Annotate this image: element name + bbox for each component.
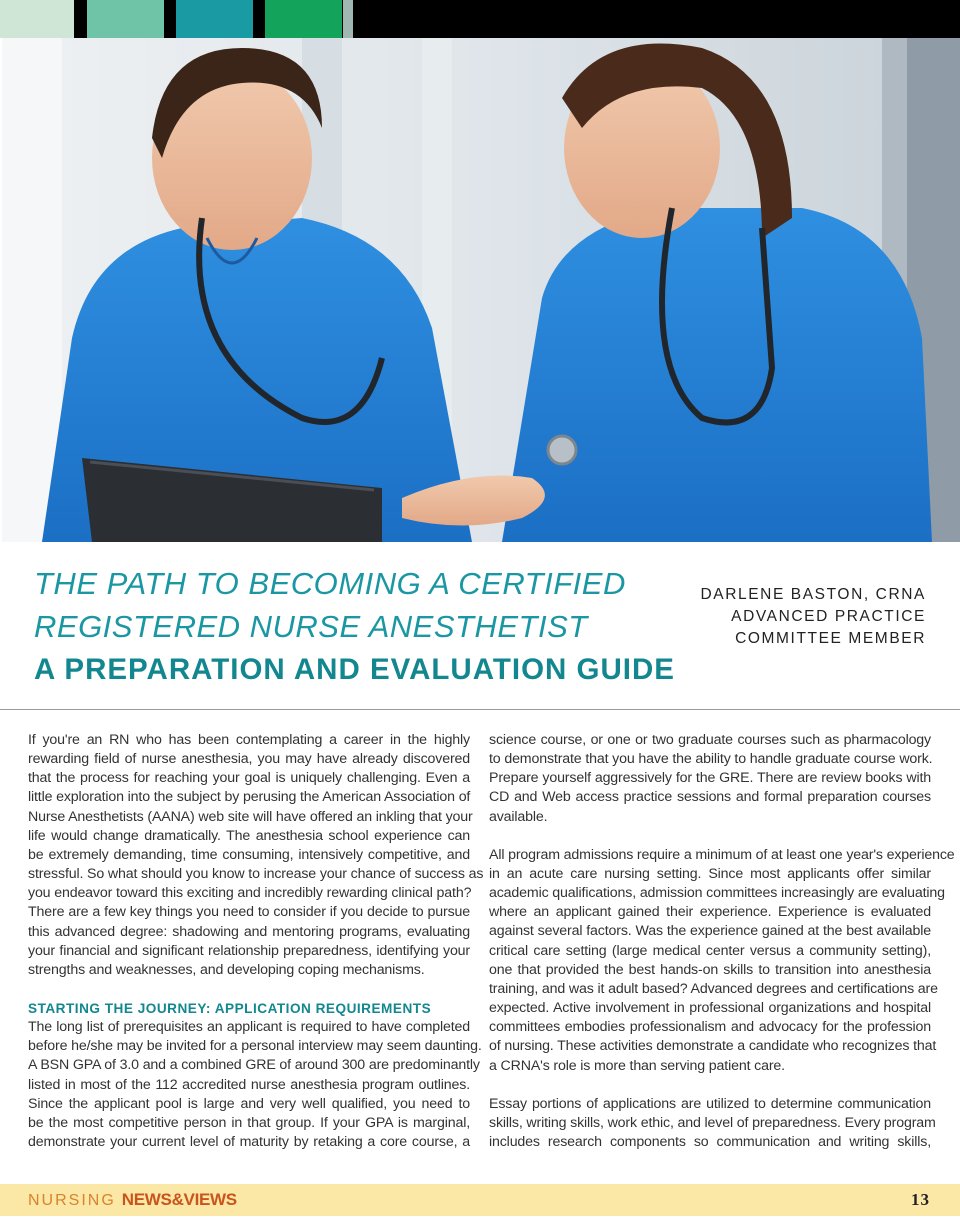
- body-line: listed in most of the 112 accredited nurse anesthesia program outlines.: [28, 1076, 470, 1093]
- body-line: in an acute care nursing setting. Since most applicants offer similar: [489, 865, 931, 882]
- body-line: critical care setting (large medical center versus a community setting),: [489, 942, 931, 959]
- body-line: skills, writing skills, work ethic, and level of preparedness. Every program: [489, 1114, 936, 1131]
- body-line: this advanced degree: shadowing and mentoring programs, evaluating: [28, 923, 470, 940]
- body-line: committees embodies professionalism and advocacy for the profession: [489, 1019, 931, 1036]
- body-line: little exploration into the subject by perusing the American Association of: [28, 789, 471, 806]
- body-line: academic qualifications, admission committees increasingly are evaluating: [489, 885, 945, 902]
- article-title-line: THE PATH TO BECOMING A CERTIFIED: [34, 566, 626, 601]
- body-line: to demonstrate that you have the ability to handle graduate course work.: [489, 751, 933, 768]
- article-subtitle: A PREPARATION AND EVALUATION GUIDE: [34, 653, 675, 686]
- author-byline: [700, 584, 926, 650]
- body-line: before he/she may be invited for a personal interview may seem daunting.: [28, 1038, 482, 1055]
- body-line: Nurse Anesthetists (AANA) web site will have offered an inkling that your: [28, 808, 473, 825]
- body-line: demonstrate your current level of maturity by retaking a core course, a: [28, 1133, 470, 1150]
- body-line: expected. Active involvement in professional organizations and hospital: [489, 1000, 931, 1017]
- logo-text-nursing: NURSING: [28, 1192, 116, 1209]
- article-title-line: REGISTERED NURSE ANESTHETIST: [34, 609, 588, 644]
- page-number: 13: [911, 1190, 930, 1209]
- body-line: If you're an RN who has been contemplating a career in the highly: [28, 732, 470, 748]
- body-line: be the most competitive person in that group. If your GPA is marginal,: [28, 1114, 470, 1131]
- two-nurses-with-tablet-photo-icon: [2, 38, 960, 542]
- body-line: training, and was it adult based? Advanced degrees and certifications are: [489, 980, 938, 997]
- body-line: Prepare yourself aggressively for the GRE. There are review books with: [489, 770, 931, 787]
- body-line: available.: [489, 808, 548, 825]
- body-line: a CRNA's role is more than serving patient care.: [489, 1057, 785, 1074]
- body-line: against several factors. Was the experience gained at the best available: [489, 923, 931, 940]
- color-swatch: [343, 0, 353, 38]
- divider: [0, 709, 960, 710]
- color-swatch: [87, 0, 164, 38]
- body-line: includes research components so communication and writing skills,: [489, 1133, 931, 1150]
- byline-line: ADVANCED PRACTICE: [731, 608, 926, 625]
- left-text-column: [28, 731, 484, 1152]
- body-line: CD and Web access practice sessions and formal preparation courses: [489, 789, 931, 806]
- magazine-logo: [28, 1190, 237, 1210]
- color-swatch: [0, 0, 74, 38]
- top-color-bar: [0, 0, 960, 38]
- body-line: of nursing. These activities demonstrate a candidate who recognizes that: [489, 1038, 937, 1055]
- body-line: be extremely demanding, time consuming, intensively competitive, and: [28, 846, 470, 863]
- body-line: stressful. So what should you know to increase your chance of success as: [28, 866, 484, 883]
- right-text-column: [489, 731, 955, 1152]
- section-heading: STARTING THE JOURNEY: APPLICATION REQUIREMENTS: [28, 1001, 432, 1017]
- body-line: There are a few key things you need to consider if you decide to pursue: [28, 904, 470, 921]
- color-swatch: [176, 0, 253, 38]
- body-line: life would change dramatically. The anesthesia school experience can: [28, 827, 470, 844]
- body-line: The long list of prerequisites an applicant is required to have completed: [28, 1019, 470, 1036]
- hero-photo: [2, 38, 960, 542]
- color-swatch: [265, 0, 342, 38]
- page-footer: [0, 1184, 960, 1216]
- article-title-block: [34, 562, 674, 690]
- body-line: Since the applicant pool is large and very well qualified, you need to: [28, 1095, 470, 1112]
- body-line: strengths and weaknesses, and developing coping mechanisms.: [28, 961, 425, 978]
- body-line: that the process for reaching your goal is uniquely challenging. Even a: [28, 770, 470, 787]
- body-line: one that provided the best hands-on skills to transition into anesthesia: [489, 961, 931, 978]
- body-line: where an applicant gained their experience. Experience is evaluated: [489, 904, 931, 921]
- body-line: All program admissions require a minimum of at least one year's experience: [489, 846, 955, 863]
- body-line: Essay portions of applications are utilized to determine communication: [489, 1095, 931, 1112]
- body-line: your financial and significant relationship preparedness, identifying your: [28, 942, 470, 959]
- byline-line: COMMITTEE MEMBER: [735, 630, 926, 647]
- body-line: you endeavor toward this exciting and incredibly rewarding clinical path?: [28, 885, 472, 902]
- byline-line: DARLENE BASTON, CRNA: [700, 586, 926, 603]
- body-line: science course, or one or two graduate courses such as pharmacology: [489, 732, 931, 748]
- logo-text-news-views: NEWS&VIEWS: [121, 1190, 237, 1209]
- body-line: rewarding field of nurse anesthesia, you may have already discovered: [28, 751, 470, 768]
- body-line: A BSN GPA of 3.0 and a combined GRE of around 300 are predominantly: [28, 1057, 480, 1074]
